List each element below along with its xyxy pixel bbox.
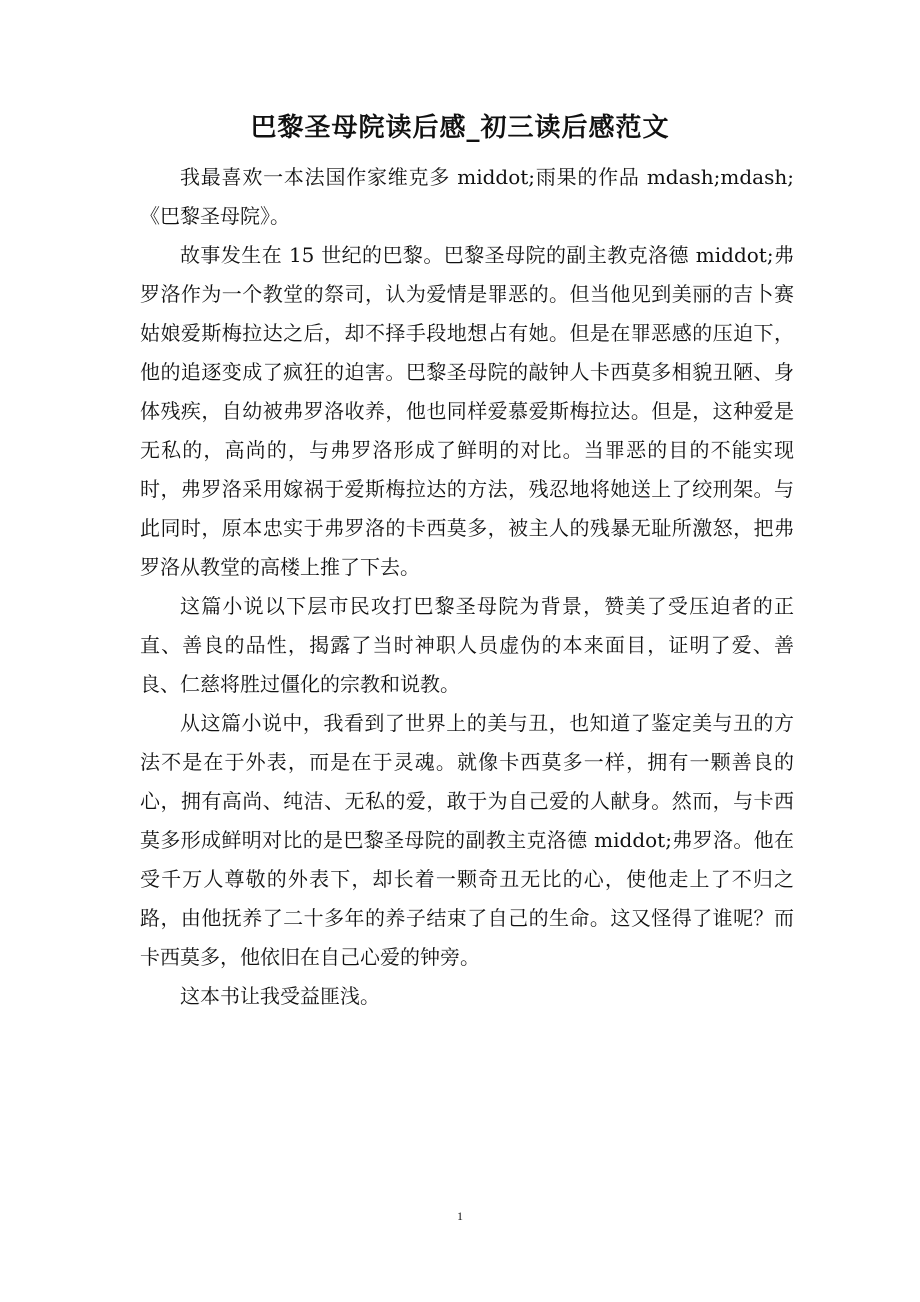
paragraph-3: 这篇小说以下层市民攻打巴黎圣母院为背景，赞美了受压迫者的正直、善良的品性，揭露了当时神职人员虚伪的本来面目，证明了爱、善良、仁慈将胜过僵化的宗教和说教。 (140, 594, 794, 696)
document-title: 巴黎圣母院读后感_初三读后感范文 (250, 113, 670, 143)
paragraph-2: 故事发生在 15 世纪的巴黎。巴黎圣母院的副主教克洛德 middot;弗罗洛作为一个教堂的祭司，认为爱情是罪恶的。但当他见到美丽的吉卜赛姑娘爱斯梅拉达之后，却不择手段地想占有她。但是在罪恶感的压迫下，他的追逐变成了疯狂的迫害。巴黎圣母院的敲钟人卡西莫多相貌丑陋、身体残疾，自幼被弗罗洛收养，他也同样爱慕爱斯梅拉达。但是，这种爱是无私的，高尚的，与弗罗洛形成了鲜明的对比。当罪恶的目的不能实现时，弗罗洛采用嫁祸于爱斯梅拉达的方法，残忍地将她送上了绞刑架。与此同时，原本忠实于弗罗洛的卡西莫多，被主人的残暴无耻所激怒，把弗罗洛从教堂的高楼上推了下去。 (140, 243, 794, 579)
document-body (140, 158, 794, 1016)
paragraph-1: 我最喜欢一本法国作家维克多 middot;雨果的作品 mdash;mdash;《巴黎圣母院》。 (140, 165, 794, 228)
paragraph-5: 这本书让我受益匪浅。 (180, 984, 380, 1008)
page-number: 1 (457, 1209, 463, 1223)
paragraph-4: 从这篇小说中，我看到了世界上的美与丑，也知道了鉴定美与丑的方法不是在于外表，而是在于灵魂。就像卡西莫多一样，拥有一颗善良的心，拥有高尚、纯洁、无私的爱，敢于为自己爱的人献身。然而，与卡西莫多形成鲜明对比的是巴黎圣母院的副教主克洛德 middot;弗罗洛。他在受千万人尊敬的外表下，却长着一颗奇丑无比的心，使他走上了不归之路，由他抚养了二十多年的养子结束了自己的生命。这又怪得了谁呢？而卡西莫多，他依旧在自己心爱的钟旁。 (140, 711, 794, 969)
